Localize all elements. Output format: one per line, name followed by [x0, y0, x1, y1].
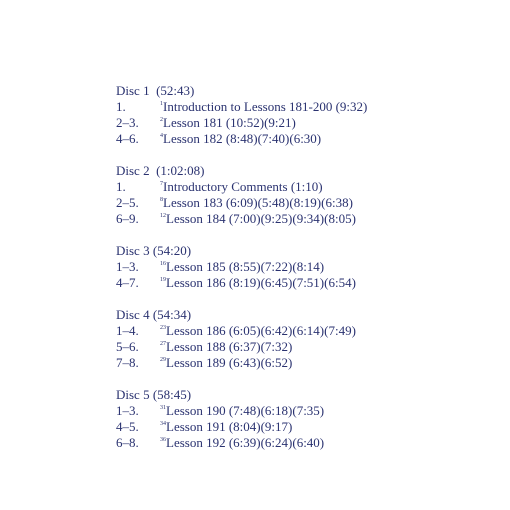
footnote-number: 34: [160, 421, 166, 427]
track-row: [116, 131, 367, 147]
disc-label: Disc 4: [116, 307, 150, 322]
track-title: Lesson 184 (7:00)(9:25)(9:34)(8:05): [166, 211, 356, 226]
footnote-number: 2: [160, 117, 163, 123]
track-title: Lesson 189 (6:43)(6:52): [166, 355, 293, 370]
disc-duration: (54:34): [152, 307, 192, 322]
disc-label: Disc 5: [116, 387, 150, 402]
track-row: [116, 99, 367, 115]
footnote-number: 29: [160, 357, 166, 363]
track-range: 4–5.: [116, 419, 139, 434]
track-range: 6–8.: [116, 435, 139, 450]
footnote-number: 7: [160, 181, 163, 187]
track-title: Lesson 186 (6:05)(6:42)(6:14)(7:49): [166, 323, 356, 338]
disc-header: [116, 243, 367, 259]
footnote-number: 16: [160, 261, 166, 267]
track-title: Lesson 181 (10:52)(9:21): [163, 115, 296, 130]
track-title: Introductory Comments (1:10): [163, 179, 323, 194]
track-title: Lesson 192 (6:39)(6:24)(6:40): [166, 435, 325, 450]
track-row: [116, 115, 367, 131]
track-title: Introduction to Lessons 181-200 (9:32): [163, 99, 368, 114]
track-title: Lesson 186 (8:19)(6:45)(7:51)(6:54): [166, 275, 356, 290]
track-range: 1.: [116, 179, 126, 194]
track-row: [116, 403, 367, 419]
track-row: [116, 275, 367, 291]
footnote-number: 12: [160, 213, 166, 219]
disc-duration: (1:02:08): [156, 163, 205, 178]
footnote-number: 23: [160, 325, 166, 331]
footnote-number: 31: [160, 405, 166, 411]
disc-section: [116, 83, 367, 147]
track-title: Lesson 191 (8:04)(9:17): [166, 419, 293, 434]
track-row: [116, 195, 367, 211]
disc-duration: (54:20): [152, 243, 192, 258]
footnote-number: 36: [160, 437, 166, 443]
track-title: Lesson 185 (8:55)(7:22)(8:14): [166, 259, 325, 274]
track-row: [116, 435, 367, 451]
track-row: [116, 419, 367, 435]
track-range: 2–3.: [116, 115, 139, 130]
track-range: 1.: [116, 99, 126, 114]
footnote-number: 27: [160, 341, 166, 347]
footnote-number: 19: [160, 277, 166, 283]
disc-duration: (58:45): [152, 387, 192, 402]
disc-track-listing: [116, 83, 367, 467]
track-range: 1–3.: [116, 259, 139, 274]
disc-section: [116, 387, 367, 451]
track-range: 2–5.: [116, 195, 139, 210]
footnote-number: 4: [160, 133, 163, 139]
disc-header: [116, 83, 367, 99]
disc-label: Disc 3: [116, 243, 150, 258]
disc-section: [116, 243, 367, 291]
track-row: [116, 179, 367, 195]
disc-label: Disc 1: [116, 83, 150, 98]
track-row: [116, 323, 367, 339]
track-range: 6–9.: [116, 211, 139, 226]
footnote-number: 8: [160, 197, 163, 203]
track-range: 4–6.: [116, 131, 139, 146]
disc-header: [116, 387, 367, 403]
disc-section: [116, 163, 367, 227]
track-range: 7–8.: [116, 355, 139, 370]
disc-header: [116, 163, 367, 179]
track-title: Lesson 183 (6:09)(5:48)(8:19)(6:38): [163, 195, 353, 210]
track-range: 5–6.: [116, 339, 139, 354]
disc-label: Disc 2: [116, 163, 150, 178]
track-row: [116, 259, 367, 275]
track-row: [116, 211, 367, 227]
track-title: Lesson 182 (8:48)(7:40)(6:30): [163, 131, 322, 146]
track-title: Lesson 188 (6:37)(7:32): [166, 339, 293, 354]
track-range: 1–3.: [116, 403, 139, 418]
track-row: [116, 355, 367, 371]
track-title: Lesson 190 (7:48)(6:18)(7:35): [166, 403, 325, 418]
track-range: 1–4.: [116, 323, 139, 338]
disc-section: [116, 307, 367, 371]
track-row: [116, 339, 367, 355]
disc-duration: (52:43): [156, 83, 195, 98]
track-range: 4–7.: [116, 275, 139, 290]
footnote-number: 1: [160, 101, 163, 107]
disc-header: [116, 307, 367, 323]
